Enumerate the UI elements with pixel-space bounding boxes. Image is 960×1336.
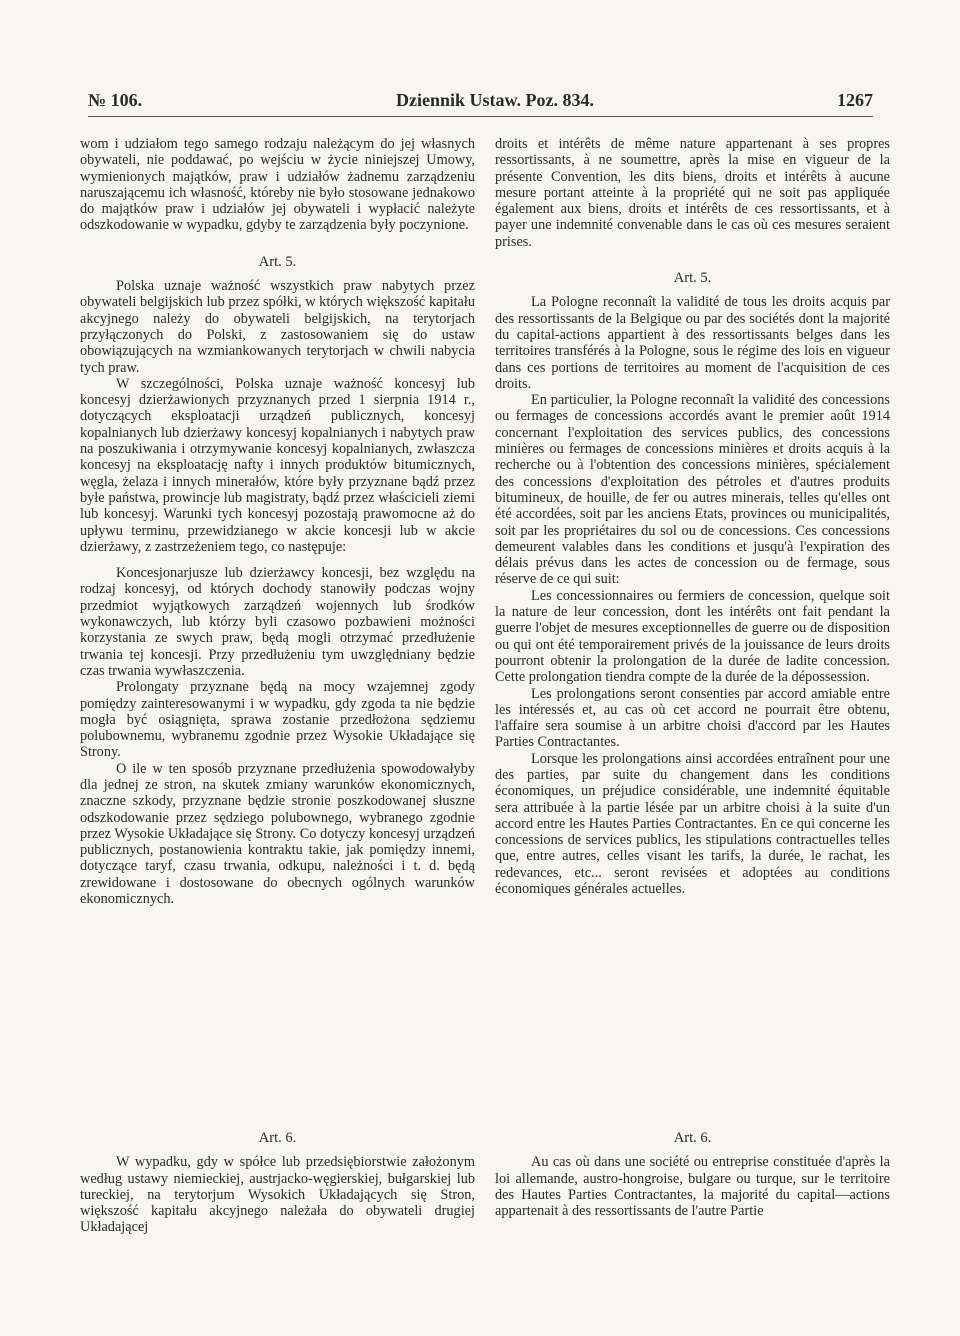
right-art6-heading: Art. 6. [673, 1130, 712, 1146]
left-art5-paragraph-3: Koncesjonarjusze lub dzierżawcy koncesji, bez względu na rodzaj koncesyj, od których dochody stanowiły podczas wojny przedmiot wyjątkowych zarządzeń wojennych lub środków wykonawczych, lub którzy byli czasowo pozbawieni możności korzystania ze swych praw, będą mogli otrzymać przedłużenie trwania tej koncesji. Przy przedłużeniu tym uwzględniany będzie czas trwania wywłaszczenia. [80, 565, 475, 679]
right-art5-paragraph-5: Lorsque les prolongations ainsi accordées entraînent pour une des parties, par suite du changement dans les conditions économiques, un préjudice considérable, une indemnité équitable sera attribuée à la partie lésée par un arbitre choisi à la suite d'un accord entre les Hautes Parties Contractantes. En ce qui concerne les concessions de services publics, les stipulations contractuelles telles que, entre autres, celles visant les tarifs, la durée, le rachat, les redevances, etc... seront revisées et adoptées au conditions économiques générales actuelles. [495, 750, 890, 898]
left-art5-paragraph-1: Polska uznaje ważność wszystkich praw nabytych przez obywateli belgijskich lub przez spółki, w których większość kapitału akcyjnego należy do obywateli belgijskich, na terytorjach przyłączonych do Polski, z zastosowaniem się do ustaw obowiązujących na wzmiankowanych terytorjach w chwili nabycia tych praw. [80, 278, 475, 376]
left-art5-paragraph-2: W szczególności, Polska uznaje ważność koncesyj lub koncesyj dzierżawionych przyznanych przed 1 sierpnia 1914 r., dotyczących eksploatacji urządzeń publicznych, koncesyj kopalnianych lub dzierżawy koncesyj kopalnianych i nabytych praw na poszukiwania i otrzymywanie koncesyj kopalnianych, zwłaszcza koncesyj na eksploatację nafty i innych produktów bitumicznych, węgla, żelaza i innych minerałów, które były przyznane bądź przez byłe państwa, prowincje lub magistraty, bądź przez właścicieli ziemi lub koncesyj. Warunki tych koncesyj pozostają prawomocne aż do upływu terminu, przewidzianego w akcie koncesji lub w akcie dzierżawy, z zastrzeżeniem tego, co następuje: [80, 375, 475, 555]
right-intro-paragraph: droits et intérêts de même nature appartenant à ses propres ressortissants, à ne soumettre, après la mise en vigueur de la présente Convention, les dits biens, droits et intérêts à aucune mesure portant atteinte à la propriété qui ne soit pas appliquée également aux biens, droits et intérêts de ces ressortissants, et à payer une indemnité convenable dans le cas où ces mesures seraient prises. [495, 136, 890, 250]
right-art5-heading: Art. 5. [673, 270, 712, 287]
left-art6-heading: Art. 6. [258, 1130, 297, 1146]
right-art5-paragraph-2: En particulier, la Pologne reconnaît la validité des concessions ou fermages de concessions accordés avant le premier août 1914 concernant l'exploitation des services publics, des concessions minières ou fermages de concessions minières et droits acquis à la recherche ou à l'obtention des concessions minières, spécialement des concessions d'exploitation des pétroles et d'autres produits bitumineux, de houille, de fer ou autres minerais, telles qu'elles ont été accordées, soit par les anciens Etats, provinces ou municipalités, soit par les propriétaires du sol ou de concessions. Ces concessions demeurent valables dans les conditions et jusqu'à l'expiration des délais prévus dans les actes de concession ou de fermage, sous réserve de ce qui suit: [495, 392, 890, 588]
left-art5-heading: Art. 5. [258, 253, 297, 270]
left-art6-block [80, 1130, 475, 1236]
right-art6-block [495, 1130, 890, 1219]
right-art5-paragraph-4: Les prolongations seront consenties par accord amiable entre les intéressés et, au cas où cet accord ne pourrait être obtenu, l'affaire sera soumise à un arbitre choisi d'accord par les Hautes Parties Contractantes. [495, 685, 890, 751]
left-art5-paragraph-4: Prolongaty przyznane będą na mocy wzajemnej zgody pomiędzy zainteresowanymi i w wypadku, gdy zgoda ta nie będzie mogła być osiągnięta, sprawa zostanie przedłożona sędziemu polubownemu, wybranemu zgodnie przez Wysokie Układające się Strony. [80, 679, 475, 761]
right-art5-paragraph-1: La Pologne reconnaît la validité de tous les droits acquis par des ressortissants de la Belgique ou par des sociétés dont la majorité du capital-actions appartient à des ressortissants belges dans les territoires transférés à la Pologne, sous le régime des lois en vigueur dans ces portions de territoires au moment de l'acquisition de ces droits. [495, 294, 890, 392]
page-header [88, 86, 873, 117]
left-art6-paragraph: W wypadku, gdy w spółce lub przedsiębiorstwie założonym według ustawy niemieckiej, austrjacko-węgierskiej, bułgarskiej lub tureckiej, na terytorjum Wysokich Układających się Stron, większość kapitału akcyjnego należała do obywateli drugiej Układającej [80, 1154, 475, 1236]
left-intro-paragraph: wom i udziałom tego samego rodzaju należącym do jej własnych obywateli, nie poddawać, po wejściu w życie niniejszej Umowy, wymienionych majątków, praw i udziałów żadnemu zarządzeniu naruszającemu ich własność, któreby nie było stosowane jednakowo do majątków praw i udziałów jej obywateli i wypłacić należyte odszkodowanie w wypadku, gdyby te zarządzenia były poczynione. [80, 136, 475, 234]
page-number: 1267 [837, 90, 873, 110]
right-art6-paragraph: Au cas où dans une société ou entreprise constituée d'après la loi allemande, austro-hongroise, bulgare ou turque, sur le territoire des Hautes Parties Contractantes, la majorité du capital—actions appartenait à des ressortissants de l'autre Partie [495, 1154, 890, 1220]
left-art5-paragraph-5: O ile w ten sposób przyznane przedłużenia spowodowałyby dla jednej ze stron, na skutek zmiany warunków ekonomicznych, znaczne szkody, przyznane będzie stronie poszkodowanej słuszne odszkodowanie przez sędziego polubownego, wybranego zgodnie przez Wysokie Układające się Strony. Co dotyczy koncesyj urządzeń publicznych, postanowienia kontraktu takie, jak pomiędzy innemi, dotyczące taryf, czasu trwania, odkupu, należności i t. d. będą zrewidowane i dostosowane do obecnych ogólnych warunków ekonomicznych. [80, 760, 475, 908]
right-art5-paragraph-3: Les concessionnaires ou fermiers de concession, quelque soit la nature de leur concession, dont les intérêts ont fait pendant la guerre l'objet de mesures exceptionnelles de guerre ou de disposition ou qui ont été temporairement privés de la jouissance de leurs droits pourront obtenir la prolongation de la durée de ladite concession. Cette prolongation tiendra compte de la durée de la dépossession. [495, 587, 890, 686]
french-column [495, 136, 890, 897]
journal-title: Dziennik Ustaw. Poz. 834. [396, 90, 594, 110]
polish-column [80, 136, 475, 907]
issue-number: № 106. [88, 90, 143, 110]
